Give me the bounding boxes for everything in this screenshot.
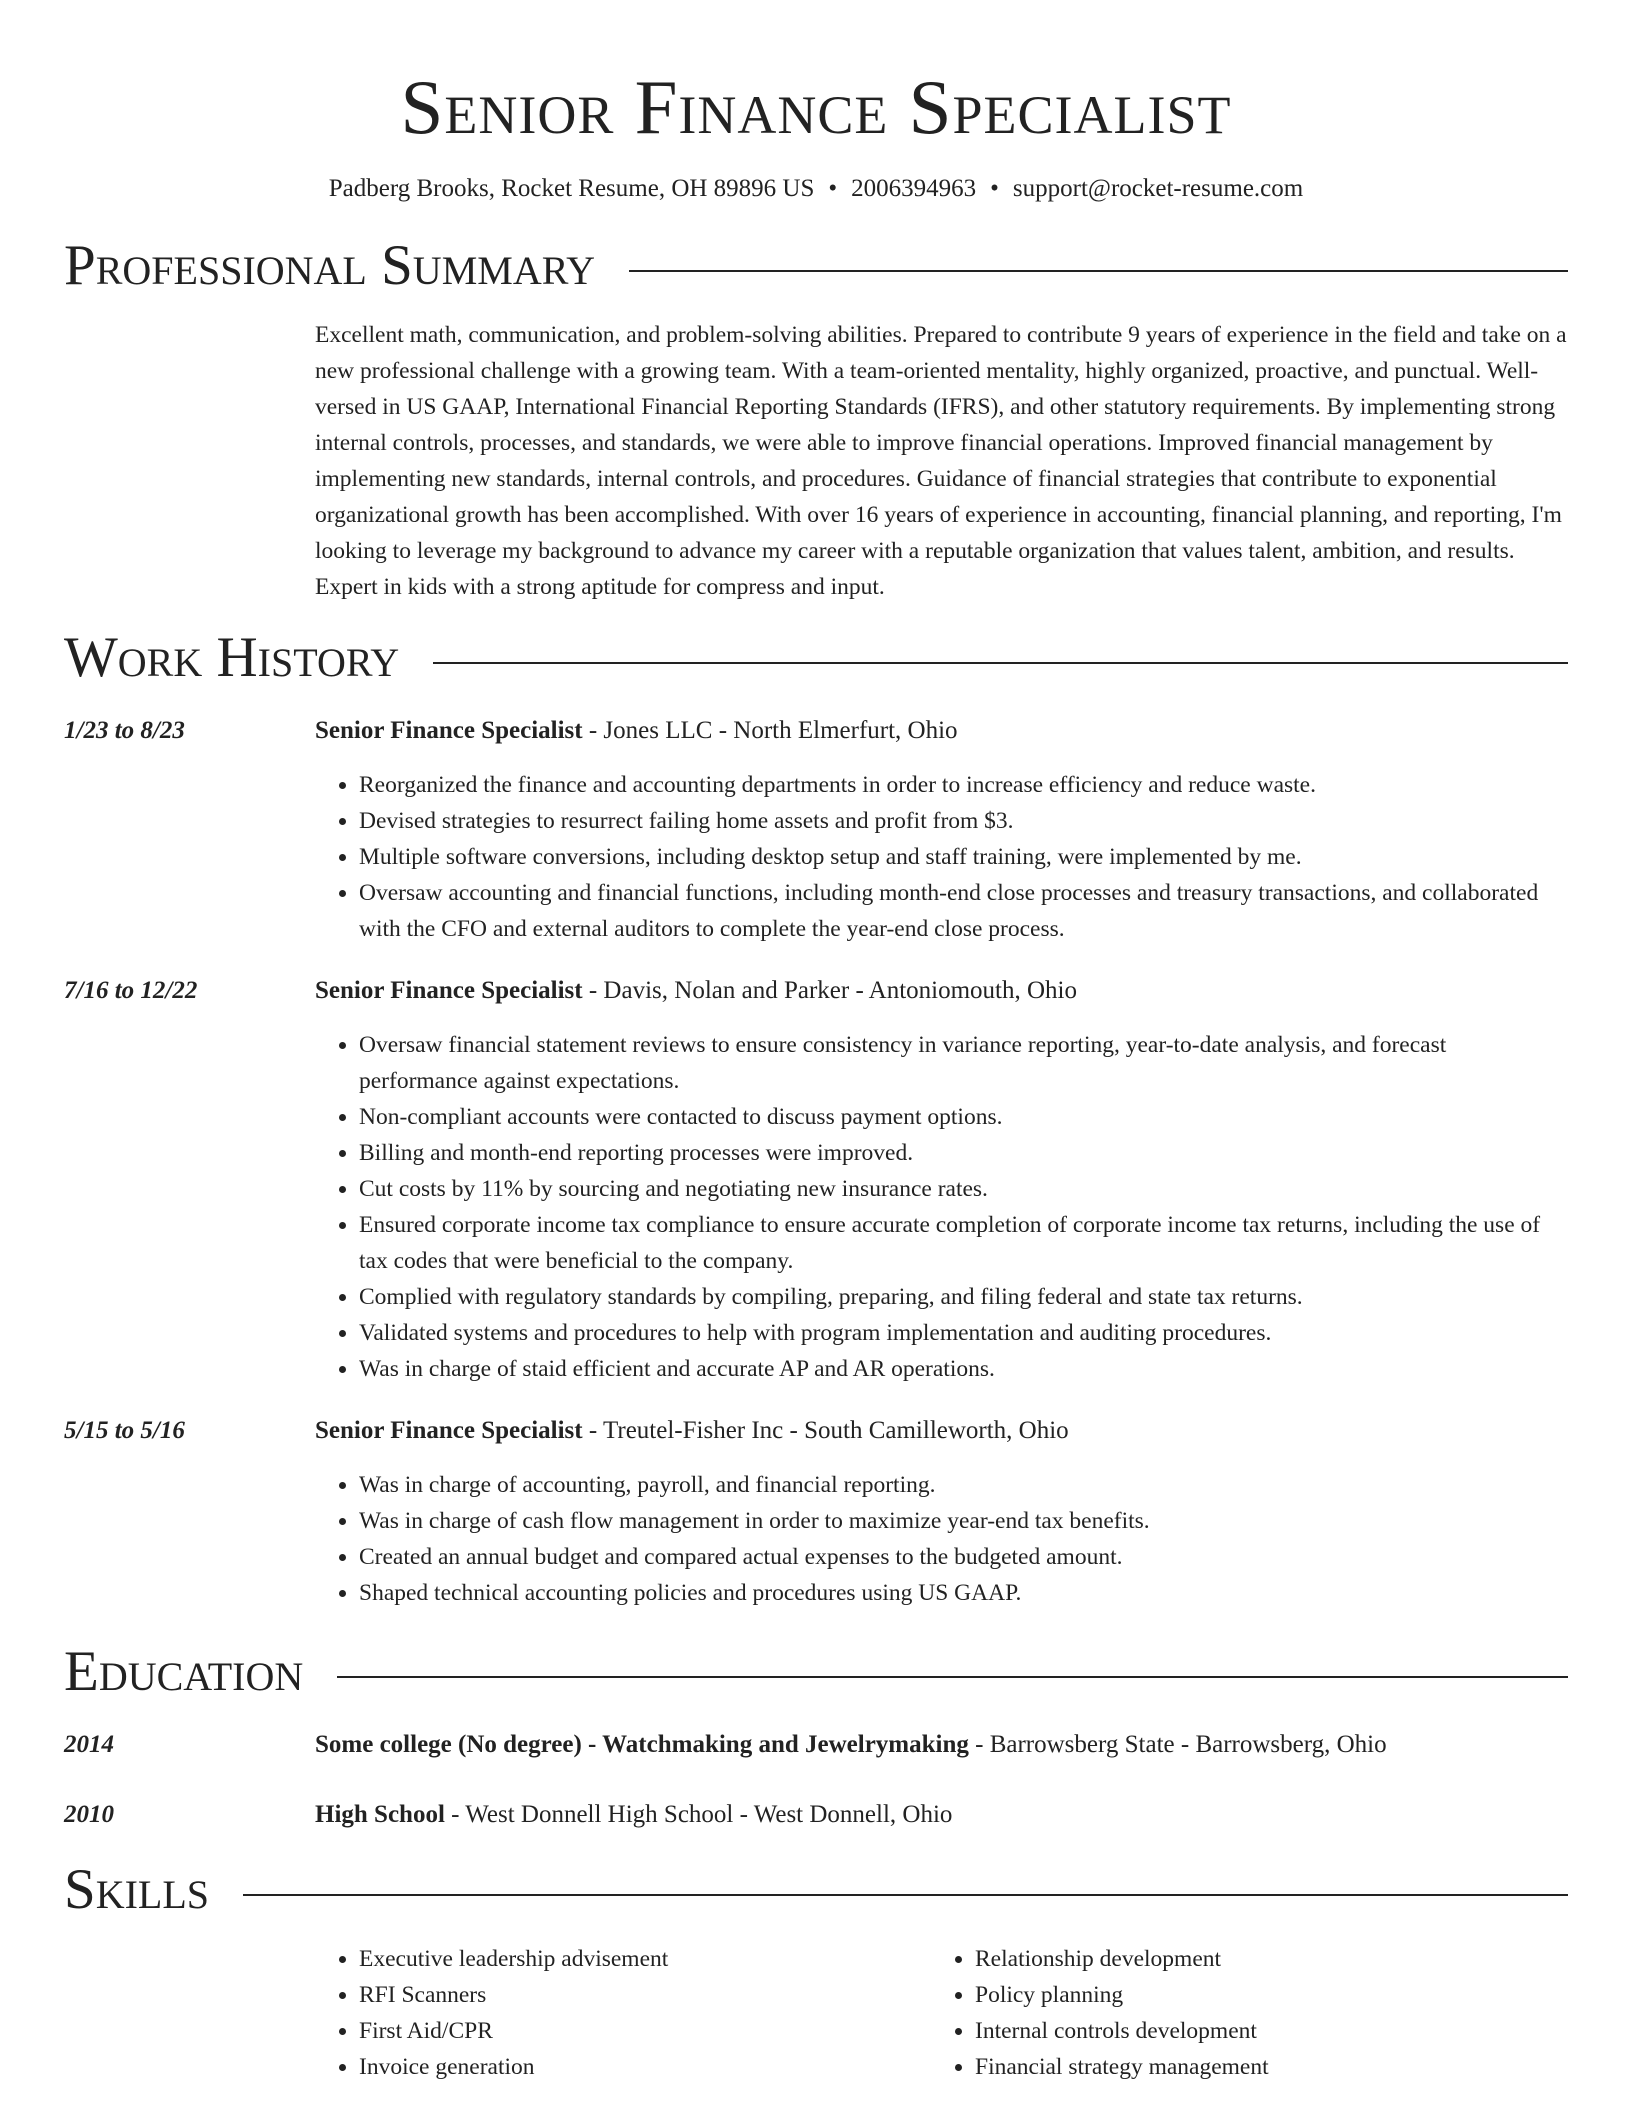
skill-item: • First Aid/CPR xyxy=(359,2013,931,2049)
job-bullet: • Created an annual budget and compared actual expenses to the budgeted amount. xyxy=(359,1539,1568,1575)
skill-item: • RFI Scanners xyxy=(359,1977,931,2013)
job-bullet: • Oversaw accounting and financial functions, including month-end close processes and treasury transactions, and collaborated with the CFO and external auditors to complete the year-end close process. xyxy=(359,875,1568,947)
job-bullet: • Was in charge of accounting, payroll, and financial reporting. xyxy=(359,1467,1568,1503)
job-bullet: • Was in charge of cash flow management in order to maximize year-end tax benefits. xyxy=(359,1503,1568,1539)
job-details: - Jones LLC - North Elmerfurt, Ohio xyxy=(582,717,958,744)
job-bullet: • Shaped technical accounting policies and procedures using US GAAP. xyxy=(359,1575,1568,1611)
education-details: - Barrowsberg State - Barrowsberg, Ohio xyxy=(968,1731,1387,1758)
section-divider xyxy=(629,270,1568,272)
education-details: - West Donnell High School - West Donnell, Ohio xyxy=(444,1801,953,1828)
skills-column-right xyxy=(931,1941,1547,2085)
job-bullet: • Billing and month-end reporting processes were improved. xyxy=(359,1135,1568,1171)
contact-line xyxy=(64,172,1568,206)
education-entry xyxy=(64,1727,1568,1763)
contact-email: support@rocket-resume.com xyxy=(1012,175,1304,202)
skills-column-left xyxy=(315,1941,931,2085)
section-professional-summary xyxy=(64,233,1568,299)
contact-separator: • xyxy=(990,175,999,202)
skill-item: • Relationship development xyxy=(975,1941,1547,1977)
education-degree: High School xyxy=(315,1801,445,1828)
job-body xyxy=(315,1413,1568,1611)
job-entry xyxy=(64,1413,1568,1611)
job-details: - Treutel-Fisher Inc - South Camilleworth, Ohio xyxy=(582,1417,1069,1444)
skills-list xyxy=(315,1941,1568,2085)
summary-text: Excellent math, communication, and problem-solving abilities. Prepared to contribute 9 years of experience in the field and take on a new professional challenge with a growing team. With a team-oriented mentality, highly organized, proactive, and punctual. Well-versed in US GAAP, International Financial Reporting Standards (IFRS), and other statutory requirements. By implementing strong internal controls, processes, and standards, we were able to improve financial operations. Improved financial management by implementing new standards, internal controls, and procedures. Guidance of financial strategies that contribute to exponential organizational growth has been accomplished. With over 16 years of experience in accounting, financial planning, and reporting, I'm looking to leverage my background to advance my career with a reputable organization that values talent, ambition, and results. Expert in kids with a strong aptitude for compress and input. xyxy=(315,322,1567,600)
job-date: 7/16 to 12/22 xyxy=(64,977,198,1004)
section-work-history xyxy=(64,625,1568,691)
resume-page xyxy=(64,0,1568,2085)
job-date: 5/15 to 5/16 xyxy=(64,1417,185,1444)
contact-separator: • xyxy=(828,175,838,202)
education-entry xyxy=(64,1797,1568,1833)
section-heading: Professional Summary xyxy=(64,234,596,297)
education-degree: Some college (No degree) - Watchmaking and Jewelrymaking xyxy=(315,1731,969,1758)
section-divider xyxy=(337,1676,1568,1678)
job-bullet: • Oversaw financial statement reviews to ensure consistency in variance reporting, year-to-date analysis, and forecast performance against expectations. xyxy=(359,1027,1568,1099)
job-bullet: • Reorganized the finance and accounting departments in order to increase efficiency and reduce waste. xyxy=(359,767,1568,803)
job-heading xyxy=(315,973,1568,1009)
job-body xyxy=(315,973,1568,1387)
job-bullet: • Validated systems and procedures to help with program implementation and auditing procedures. xyxy=(359,1315,1568,1351)
section-skills xyxy=(64,1857,1568,1923)
education-list xyxy=(64,1727,1568,1833)
contact-address: Padberg Brooks, Rocket Resume, OH 89896 US xyxy=(328,175,815,202)
skill-item: • Invoice generation xyxy=(359,2049,931,2085)
job-title: Senior Finance Specialist xyxy=(315,1417,583,1444)
job-heading xyxy=(315,1413,1568,1449)
job-heading xyxy=(315,713,1568,749)
section-heading: Education xyxy=(64,1640,304,1703)
skill-item: • Executive leadership advisement xyxy=(359,1941,931,1977)
job-entry xyxy=(64,713,1568,947)
resume-title: Senior Finance Specialist xyxy=(400,64,1232,150)
job-title: Senior Finance Specialist xyxy=(315,977,583,1004)
job-bullets xyxy=(315,767,1568,947)
job-bullet: • Devised strategies to resurrect failing home assets and profit from $3. xyxy=(359,803,1568,839)
section-heading: Skills xyxy=(64,1858,210,1921)
section-divider xyxy=(433,662,1568,664)
education-heading xyxy=(315,1727,1568,1763)
job-bullet: • Complied with regulatory standards by compiling, preparing, and filing federal and state tax returns. xyxy=(359,1279,1568,1315)
skill-item: • Internal controls development xyxy=(975,2013,1547,2049)
contact-phone: 2006394963 xyxy=(851,175,977,202)
section-heading: Work History xyxy=(64,626,400,689)
job-entry xyxy=(64,973,1568,1387)
skill-item: • Policy planning xyxy=(975,1977,1547,2013)
work-history-list xyxy=(64,713,1568,1611)
section-education xyxy=(64,1639,1568,1705)
job-bullets xyxy=(315,1467,1568,1611)
education-heading xyxy=(315,1797,1568,1833)
section-divider xyxy=(243,1894,1568,1896)
skill-item: • Financial strategy management xyxy=(975,2049,1547,2085)
job-body xyxy=(315,713,1568,947)
education-year: 2010 xyxy=(64,1801,114,1828)
education-year: 2014 xyxy=(64,1731,114,1758)
job-bullets xyxy=(315,1027,1568,1387)
job-date: 1/23 to 8/23 xyxy=(64,717,185,744)
job-bullet: • Multiple software conversions, including desktop setup and staff training, were implemented by me. xyxy=(359,839,1568,875)
job-title: Senior Finance Specialist xyxy=(315,717,583,744)
job-details: - Davis, Nolan and Parker - Antoniomouth, Ohio xyxy=(582,977,1077,1004)
job-bullet: • Was in charge of staid efficient and accurate AP and AR operations. xyxy=(359,1351,1568,1387)
job-bullet: • Ensured corporate income tax compliance to ensure accurate completion of corporate income tax returns, including the use of tax codes that were beneficial to the company. xyxy=(359,1207,1568,1279)
job-bullet: • Non-compliant accounts were contacted to discuss payment options. xyxy=(359,1099,1568,1135)
job-bullet: • Cut costs by 11% by sourcing and negotiating new insurance rates. xyxy=(359,1171,1568,1207)
